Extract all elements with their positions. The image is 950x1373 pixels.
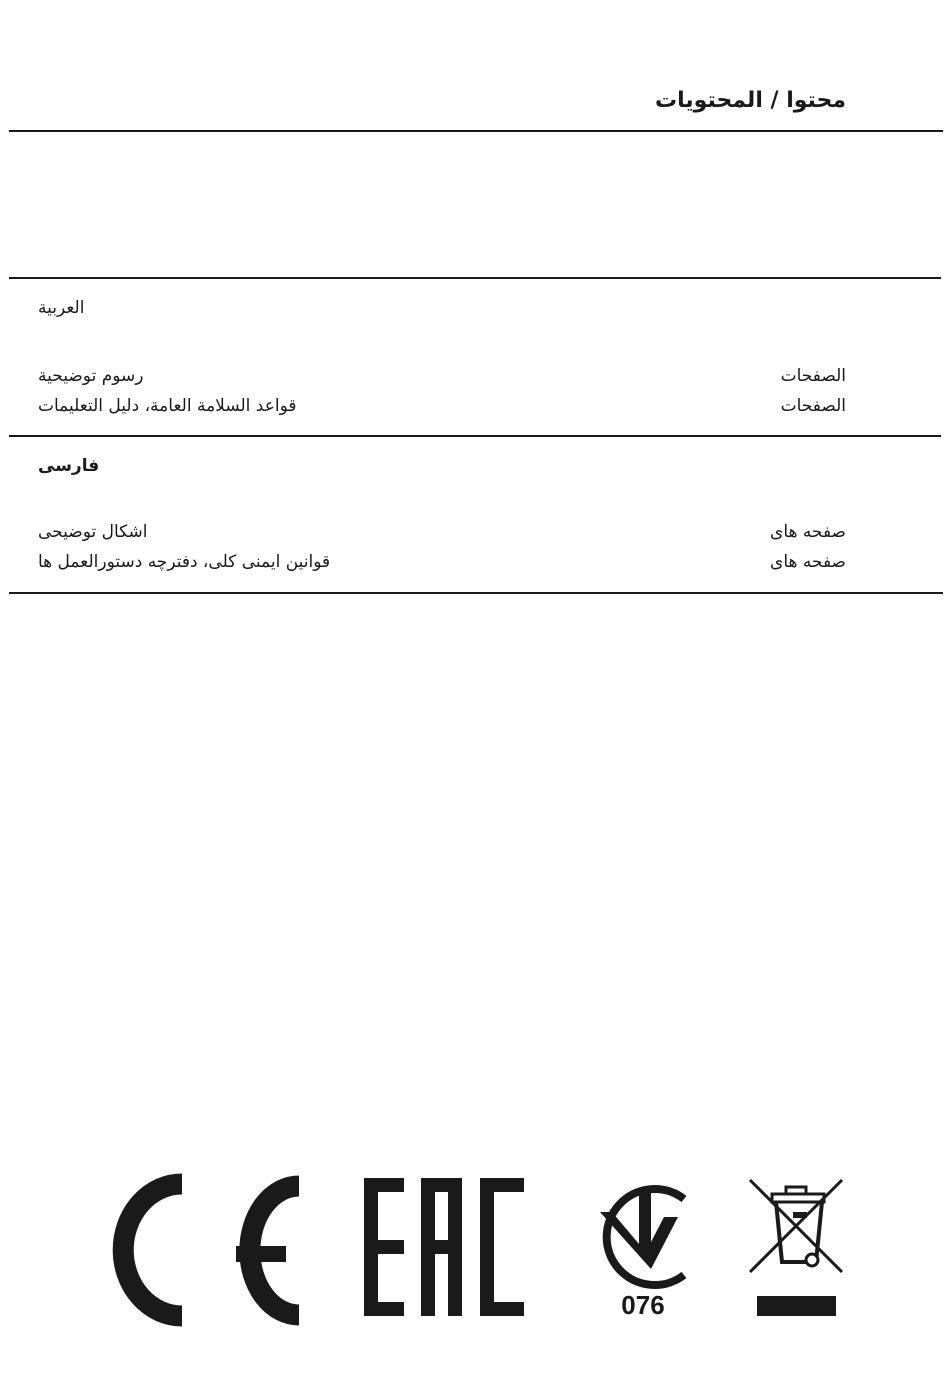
entry-title[interactable]: اشکال توضیحی — [38, 522, 148, 542]
divider — [9, 435, 941, 437]
divider — [9, 130, 943, 132]
weee-bin-icon — [750, 1180, 842, 1272]
divider — [9, 277, 941, 279]
eac-mark-icon — [364, 1178, 524, 1316]
divider — [9, 592, 943, 594]
entry-title[interactable]: قواعد السلامة العامة، دليل التعليمات — [38, 396, 297, 416]
certification-marks — [0, 1160, 950, 1330]
ukrsepro-number: 076 — [621, 1290, 665, 1320]
entry-title[interactable]: رسوم توضيحية — [38, 366, 144, 386]
entry-title[interactable]: قوانین ایمنی کلی، دفترچه دستورالعمل ها — [38, 552, 331, 572]
ukrsepro-mark-icon — [600, 1188, 684, 1285]
ce-mark-icon — [123, 1184, 299, 1316]
section-language-label: فارسی — [38, 456, 100, 476]
entry-pages: صفحه های — [770, 522, 846, 542]
page-title: محتوا / المحتويات — [655, 88, 846, 113]
section-language-label: العربية — [38, 298, 85, 318]
entry-pages: الصفحات — [780, 366, 846, 386]
weee-bar — [757, 1296, 836, 1316]
entry-pages: صفحه های — [770, 552, 846, 572]
entry-pages: الصفحات — [780, 396, 846, 416]
